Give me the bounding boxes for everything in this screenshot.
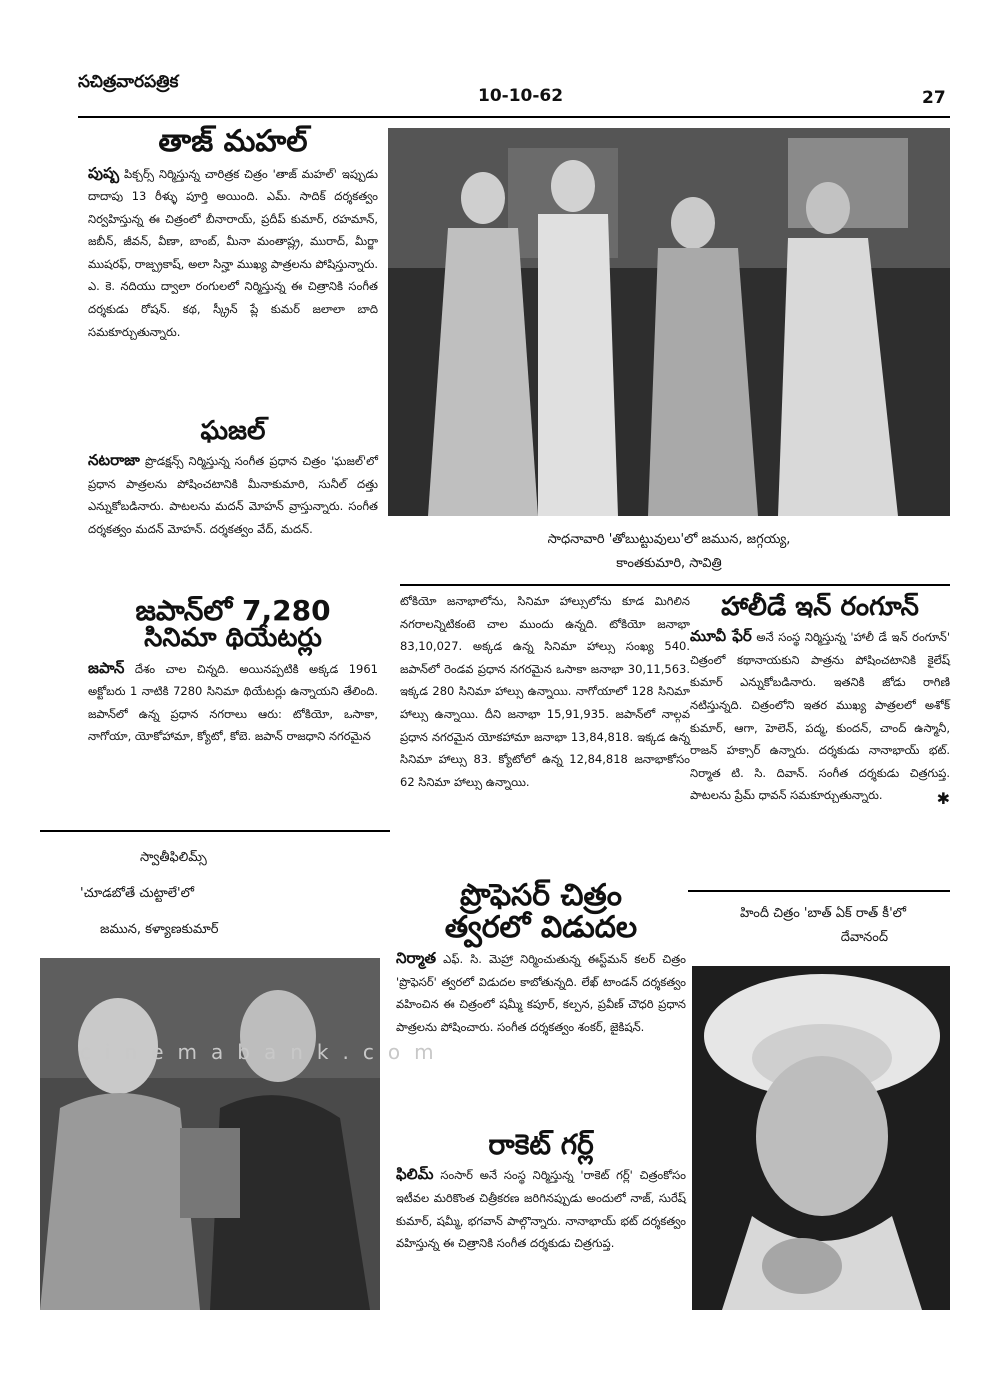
article-body <box>396 1163 686 1254</box>
caption-line: జమున, కళ్యాణకుమార్ <box>100 922 219 937</box>
article-body <box>396 947 686 1038</box>
article-rocket <box>396 1130 686 1255</box>
article-lead: జపాన్ <box>88 658 125 677</box>
article-title: రాకెట్ గర్ల్ <box>488 1128 594 1161</box>
page-number: 27 <box>922 88 946 108</box>
article-title: ఘజల్ <box>200 416 266 446</box>
article-text: పిక్చర్స్ నిర్మిస్తున్న చారిత్రక చిత్రం 'తాజ్ మహల్' ఇప్పుడు దాదాపు 13 రీళ్ళు పూర్తి అయింది. ఎమ్. సాదిక్ దర్శకత్వం నిర్వహిస్తున్న ఈ చిత్రంలో బీనారాయ్, ప్రదీప్ కుమార్, రహమాన్, జబీన్, జీవన్, వీణా, బాంబ్, మీనా మంతాష్ల్ర, మురాద్, మీర్జా ముషరఫ్, రాజ్ప్రకాష్, అలా సిన్హా ముఖ్య పాత్రలను పోషిస్తున్నారు. ఎ. కె. నదియు ద్వాలా రంగులలో నిర్మిస్తున్న ఈ చిత్రానికి సంగీత దర్శకుడు రోషన్. కథ, స్క్రీన్ ప్లే కుమర్ జలాలా బాది సమకూర్చుతున్నారు. <box>88 166 379 339</box>
article-body <box>88 657 378 748</box>
article-title-line1: జపాన్‌లో 7,280 <box>135 594 331 627</box>
photo-thobuttuvulu <box>388 128 950 516</box>
caption-line: హిందీ చిత్రం 'బాత్ ఏక్ రాత్ కీ'లో <box>739 906 907 921</box>
caption-line: 'చూడబోతే చుట్టాలే'లో <box>80 886 194 901</box>
top-caption <box>388 528 950 576</box>
article-text: దేశం చాల చిన్నది. అయినప్పటికి అక్కడ 1961 అక్టోబరు 1 నాటికి 7280 సినిమా థియేటర్లు ఉన్నాయని తేలింది. జపాన్‌లో ఉన్న ప్రధాన నగరాలు ఆరు: టోకియో, ఒసాకా, నాగోయా, యోకోహామా, క్యోటో, కోబె. జపాన్ రాజధాని నగరమైన <box>88 661 379 744</box>
article-text: సంసార్ అనే సంస్థ నిర్మిస్తున్న 'రాకెట్ గర్ల్' చిత్రంకోసం ఇటీవల మరికొంత చిత్రీకరణ జరిగినప్పుడు అందులో నాజ్, సురేష్ కుమార్, షమ్మీ, భగవాన్ పాల్గొన్నారు. నానాభాయ్ భట్ దర్శకత్వం వహిస్తున్న ఈ చిత్రానికి సంగీత దర్శకుడు చిత్రగుప్త. <box>396 1168 687 1251</box>
article-tajmahal <box>88 126 378 343</box>
article-lead: నిర్మాత <box>396 949 437 967</box>
caption-line: సాధనావారి 'తోబుట్టువులు'లో జమున, జగ్గయ్య, <box>547 532 791 547</box>
article-title: హాలీడే ఇన్ రంగూన్ <box>721 592 919 622</box>
article-title: తాజ్ మహల్ <box>158 124 308 159</box>
section-rule <box>40 830 390 832</box>
watermark: cinemabank.com <box>80 1040 448 1064</box>
article-title-line2: త్వరలో విడుదల <box>444 909 638 945</box>
article-body <box>88 449 378 540</box>
article-title-line2: సినిమా థియేటర్లు <box>144 623 322 654</box>
article-text: ఎఫ్. సి. మెహ్రా నిర్మించుతున్న ఈస్ట్‌మన్ కలర్ చిత్రం 'ప్రొఫెసర్' త్వరలో విడుదల కాబోతున్నది. లేఖ్ టాండన్ దర్శకత్వం వహించిన ఈ చిత్రంలో షమ్మీ కపూర్, కల్పన, ప్రవీణ్ చౌధరి ప్రధాన పాత్రలను పోషించారు. సంగీత దర్శకత్వం శంకర్, జైకిషన్. <box>396 952 686 1034</box>
section-rule <box>688 890 950 892</box>
article-body <box>690 625 950 807</box>
end-mark: ✱ <box>936 789 950 809</box>
issue-date: 10-10-62 <box>478 86 564 106</box>
swati-caption <box>60 846 380 942</box>
article-ghazal <box>88 418 378 541</box>
article-japan <box>88 596 378 748</box>
caption-line: కాంతకుమారి, సావిత్రి <box>616 556 722 571</box>
article-text: టోకియో జనాభాలోను, సినిమా హాల్సులోను కూడ మిగిలిన నగరాలన్నిటికంటె చాల ముందు ఉన్నది. టోకియో జనాభా 83,10,027. అక్కడ ఉన్న సినిమా హాల్సు సంఖ్య 540. జపాన్‌లో రెండవ ప్రధాన నగరమైన ఒసాకా జనాభా 30,11,563. ఇక్కడ 280 సినిమా హాల్సు ఉన్నాయి. నాగోయాలో 128 సినిమా హాల్సు ఉన్నాయి. దీని జనాభా 15,91,935. జపాన్‌లో నాల్గవ ప్రధాన నగరమైన యోకహామా జనాభా 13,84,818. ఇక్కడ ఉన్న సినిమా హాల్సు 83. క్యోటోలో ఉన్న 12,84,818 జనాభాకోసం 62 సినిమా హాల్సు ఉన్నాయి. <box>400 594 690 789</box>
article-title-line1: ప్రొఫెసర్ చిత్రం <box>460 878 622 913</box>
article-japan-continued <box>400 590 690 793</box>
header-rule <box>78 116 950 118</box>
article-body <box>88 162 378 344</box>
article-holiday <box>690 594 950 808</box>
magazine-name: సచిత్రవారపత్రిక <box>78 72 179 92</box>
caption-line: స్వాతీఫిలిమ్స్ <box>140 850 207 865</box>
article-lead: నటరాజా <box>88 451 140 470</box>
photo-chudabothe <box>40 958 380 1310</box>
article-text: అనే సంస్థ నిర్మిస్తున్న 'హాలీ డే ఇన్ రంగూన్' చిత్రంలో కథానాయకుని పాత్రను పోషించటానికి కైలేష్ కుమార్ ఎన్నుకోబడినారు. ఇతనికి జోడు రాగిణి నటిస్తున్నది. చిత్రంలోని ఇతర ముఖ్య పాత్రలలో అశోక్ కుమార్, ఆగా, హెలెన్, పద్మ, కుందన్, చాంద్ ఉస్మానీ, రాజన్ హక్సార్ ఉన్నారు. దర్శకుడు నానాభాయ్ భట్. నిర్మాత టి. సి. దివాన్. సంగీత దర్శకుడు చిత్రగుప్త. పాటలను ప్రేమ్ ధావన్ సమకూర్చుతున్నారు. <box>690 630 950 803</box>
section-rule <box>400 584 950 586</box>
article-professor <box>396 880 686 1038</box>
article-lead: ఫిలిమ్ <box>396 1165 434 1184</box>
article-lead: మూవీ ఫేర్ <box>690 627 752 646</box>
hindi-caption <box>688 902 958 950</box>
caption-line: దేవానంద్ <box>840 930 888 945</box>
article-lead: పుష్ప <box>88 163 120 182</box>
photo-dev-anand <box>692 966 950 1310</box>
article-text: ప్రొడక్షన్స్ నిర్మిస్తున్న సంగీత ప్రధాన చిత్రం 'ఘజల్'లో ప్రధాన పాత్రలను పోషించటానికి మీనాకుమారి, సునీల్ దత్తు ఎన్నుకోబడినారు. పాటలను మదన్ మోహన్ వ్రాస్తున్నారు. సంగీత దర్శకత్వం మదన్ మోహన్. దర్శకత్వం వేద్, మదన్. <box>88 454 379 537</box>
